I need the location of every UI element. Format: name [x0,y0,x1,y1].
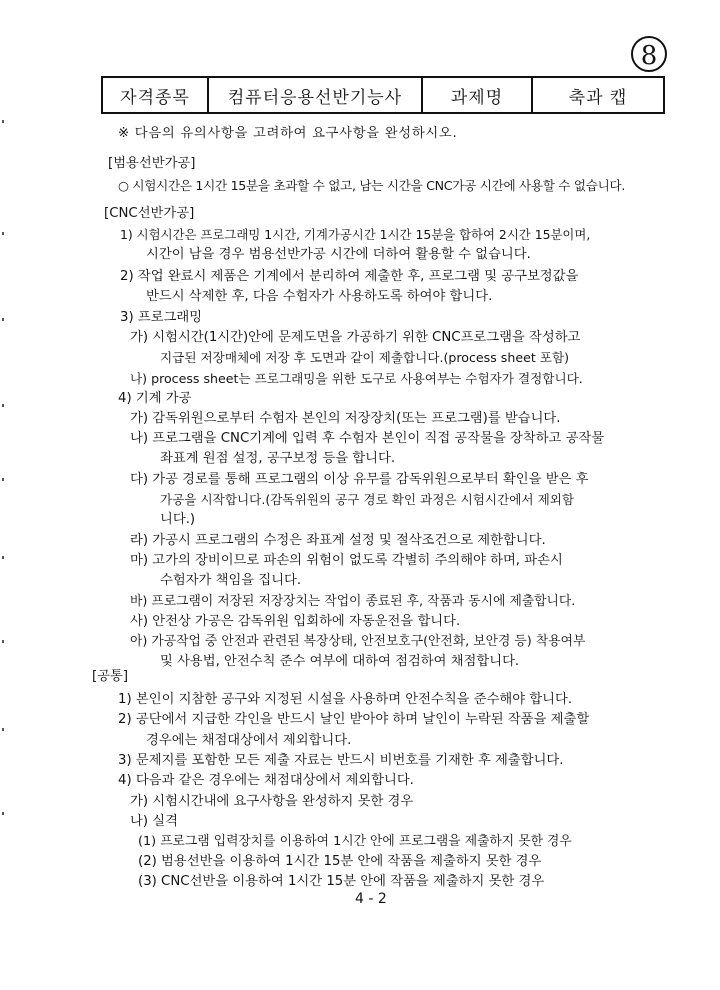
list-item: 가) 시험시간(1시간)안에 문제도면을 가공하기 위한 CNC프로그램을 작성하고 [130,330,581,345]
list-item: 니다.) [160,512,196,527]
list-item: 마) 고가의 장비이므로 파손의 위험이 없도록 각별히 주의해야 하며, 파손시 [130,553,563,568]
list-item: 좌표계 원점 설정, 공구보정 등을 합니다. [160,451,396,466]
list-item: 3) 문제지를 포함한 모든 제출 자료는 반드시 비번호를 기재한 후 제출합니다. [118,753,564,768]
page-number-badge: 8 [631,36,667,72]
list-item: 라) 가공시 프로그램의 수정은 좌표계 설정 및 절삭조건으로 제한합니다. [130,533,546,548]
list-item: 반드시 삭제한 후, 다음 수험자가 사용하도록 하여야 합니다. [146,289,493,304]
scan-edge-marks [0,0,6,990]
list-item: 바) 프로그램이 저장된 저장장치는 작업이 종료된 후, 작품과 동시에 제출합니다. [130,594,576,609]
instruction-intro: ※ 다음의 유의사항을 고려하여 요구사항을 완성하시오. [118,126,458,141]
header-table [101,76,665,114]
list-item: 1) 본인이 지참한 공구와 지정된 시설을 사용하며 안전수칙을 준수해야 합니다. [118,692,573,707]
list-item: 1) 시험시간은 프로그래밍 1시간, 기계가공시간 1시간 15분을 합하여 2시간 15분이며, [120,227,591,242]
list-item: 지급된 저장매체에 저장 후 도면과 같이 제출합니다.(process sheet 포함) [160,350,570,365]
list-item: 3) 프로그래밍 [120,310,203,325]
list-item: 나) 실격 [130,814,178,829]
list-item: 수험자가 책임을 집니다. [160,573,302,588]
list-item: 2) 작업 완료시 제품은 기계에서 분리하여 제출한 후, 프로그램 및 공구보정값을 [120,269,579,284]
list-item: 4) 기계 가공 [118,391,192,406]
list-item: 나) 프로그램을 CNC기계에 입력 후 수험자 본인이 직접 공작물을 장착하고 공작물 [130,431,605,446]
list-item: 다) 가공 경로를 통해 프로그램의 이상 유무를 감독위원으로부터 확인을 받은 후 [130,472,589,487]
header-cell-qualification-value: 컴퓨터응용선반기능사 [208,77,422,113]
list-item: 사) 안전상 가공은 감독위원 입회하에 자동운전을 합니다. [130,614,461,629]
list-item: 가) 감독위원으로부터 수험자 본인의 저장장치(또는 프로그램)를 받습니다. [130,411,561,426]
list-item: 4) 다음과 같은 경우에는 채점대상에서 제외합니다. [118,773,414,788]
list-item: 아) 가공작업 중 안전과 관련된 복장상태, 안전보호구(안전화, 보안경 등) 착용여부 [130,634,586,649]
list-item: 나) process sheet는 프로그래밍을 위한 도구로 사용여부는 수험자가 결정합니다. [130,371,583,386]
list-item: (3) CNC선반을 이용하여 1시간 15분 안에 작품을 제출하지 못한 경우 [138,874,545,889]
list-item: 2) 공단에서 지급한 각인을 반드시 날인 받아야 하며 날인이 누락된 작품을 제출할 [118,712,590,727]
list-item: 가) 시험시간내에 요구사항을 완성하지 못한 경우 [130,794,414,809]
list-item: 시간이 남을 경우 범용선반가공 시간에 더하여 활용할 수 없습니다. [146,247,531,262]
section-heading-manual-lathe: [범용선반가공] [108,156,196,171]
header-cell-task-label: 과제명 [422,77,532,113]
header-cell-qualification-label: 자격종목 [102,77,208,113]
section-heading-common: [공통] [92,669,129,684]
list-item: 가공을 시작합니다.(감독위원의 공구 경로 확인 과정은 시험시간에서 제외함 [160,492,575,507]
list-item: 경우에는 채점대상에서 제외합니다. [146,733,352,748]
page-footer-number: 4 - 2 [355,891,387,907]
list-item: (1) 프로그램 입력장치를 이용하여 1시간 안에 프로그램을 제출하지 못한 경우 [138,834,572,849]
list-item: ○ 시험시간은 1시간 15분을 초과할 수 없고, 남는 시간을 CNC가공 시간에 사용할 수 없습니다. [118,178,626,193]
section-heading-cnc-lathe: [CNC선반가공] [104,206,195,221]
list-item: (2) 범용선반을 이용하여 1시간 15분 안에 작품을 제출하지 못한 경우 [138,854,542,869]
header-cell-task-value: 축과 캡 [532,77,664,113]
list-item: 및 사용법, 안전수칙 준수 여부에 대하여 점검하여 채점합니다. [160,654,520,669]
